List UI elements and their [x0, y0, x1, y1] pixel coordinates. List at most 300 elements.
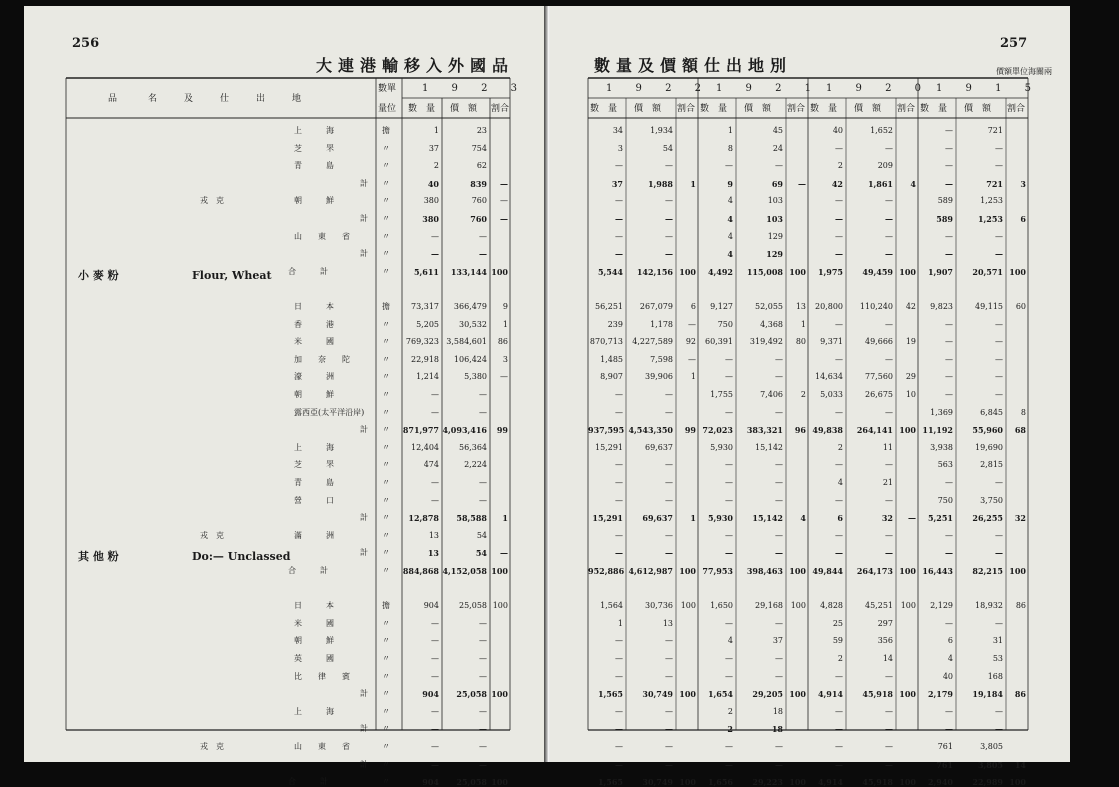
row-val: —	[775, 407, 783, 417]
row-val: —	[995, 478, 1003, 487]
row-unit: 〃	[382, 249, 390, 259]
row-label: 朝 鮮	[294, 390, 334, 399]
row-unit: 〃	[382, 478, 390, 487]
row-qty: 9,127	[710, 302, 733, 311]
row-val: —	[775, 618, 783, 628]
row-qty: —	[835, 249, 843, 260]
row-qty: 11,192	[922, 425, 953, 436]
row-pct: —	[500, 214, 508, 224]
row-qty: —	[431, 390, 439, 399]
row-val: 115,008	[746, 266, 783, 277]
row-label: 計	[360, 759, 368, 769]
row-qty: —	[945, 143, 953, 153]
row-val: 4,368	[760, 319, 783, 329]
row-qty: —	[431, 724, 439, 735]
row-qty: 49,844	[812, 566, 843, 576]
row-qty: —	[725, 372, 733, 382]
row-val: 129	[767, 231, 783, 241]
row-qty: —	[945, 249, 953, 260]
row-val: —	[885, 354, 893, 364]
row-qty: 563	[937, 460, 953, 470]
row-unit: 〃	[382, 337, 390, 347]
row-qty: 14,634	[815, 372, 843, 382]
row-unit: 〃	[382, 530, 390, 540]
row-qty: —	[945, 478, 953, 487]
row-unit: 擔	[382, 126, 390, 135]
row-unit: 〃	[382, 654, 390, 663]
row-val: —	[775, 478, 783, 487]
row-val: —	[885, 548, 893, 559]
row-val: 13	[662, 618, 673, 628]
row-pct: 100	[491, 566, 508, 576]
row-val: —	[995, 724, 1003, 735]
row-val: 15,142	[755, 442, 783, 452]
row-qty: 589	[937, 196, 953, 206]
row-unit: 〃	[382, 742, 390, 751]
row-qty: 15,291	[592, 513, 623, 524]
row-val: —	[995, 372, 1003, 382]
row-qty: —	[835, 196, 843, 206]
row-pct: 100	[790, 601, 806, 611]
row-val: 168	[987, 671, 1003, 681]
row-val: 383,321	[746, 425, 783, 436]
row-subgroup: 戎 克	[200, 196, 224, 206]
row-qty: —	[945, 724, 953, 735]
row-qty: 474	[423, 460, 439, 470]
row-qty: 1	[727, 126, 733, 135]
row-qty: 5,251	[927, 513, 953, 524]
row-unit: 〃	[382, 319, 390, 329]
row-val: 25,058	[456, 777, 487, 787]
row-unit: 〃	[382, 442, 390, 452]
row-label: 芝 罘	[294, 460, 334, 470]
row-val: 142,156	[636, 266, 673, 277]
header-pct: 割合	[897, 104, 916, 114]
row-val: —	[479, 249, 487, 260]
row-qty: —	[835, 706, 843, 716]
row-qty: 904	[423, 601, 439, 611]
row-qty: 15,291	[595, 442, 623, 452]
row-val: 2,815	[980, 460, 1003, 470]
row-val: 54	[475, 548, 487, 559]
page-number-left: 256	[72, 36, 100, 51]
row-qty: —	[725, 495, 733, 505]
row-label: 米 國	[294, 618, 334, 628]
row-val: —	[775, 530, 783, 540]
row-qty: 22,918	[411, 354, 439, 364]
row-label: 計	[360, 724, 368, 734]
row-unit: 〃	[382, 196, 390, 206]
row-pct: —	[500, 196, 508, 206]
row-pct: 9	[502, 302, 508, 311]
row-val: 69,637	[645, 442, 673, 452]
row-val: —	[885, 319, 893, 329]
row-val: —	[995, 161, 1003, 171]
row-qty: —	[725, 742, 733, 751]
row-qty: —	[615, 161, 623, 171]
row-val: —	[885, 742, 893, 751]
header-year: 1 9 2 1	[716, 83, 821, 94]
row-label: 山 東 省	[294, 742, 350, 751]
row-qty: 4,914	[817, 689, 843, 700]
row-qty: —	[431, 742, 439, 751]
row-val: 69	[771, 178, 783, 189]
row-val: —	[479, 390, 487, 399]
row-val: —	[995, 706, 1003, 716]
row-pct: —	[500, 372, 508, 382]
row-pct: 86	[1014, 689, 1026, 700]
row-val: 30,749	[642, 689, 673, 700]
row-val: —	[665, 478, 673, 487]
row-unit: 〃	[382, 231, 390, 241]
header-year: 1 9 1 5	[936, 83, 1041, 94]
row-val: 20,571	[972, 266, 1003, 277]
row-val: 45,918	[862, 777, 893, 787]
row-val: —	[775, 372, 783, 382]
row-qty: —	[945, 372, 953, 382]
row-val: 49,115	[975, 302, 1003, 311]
header-qty: 數 量	[408, 104, 436, 114]
row-qty: 2,129	[930, 601, 953, 611]
row-qty: 3,938	[930, 442, 953, 452]
row-val: —	[885, 231, 893, 241]
row-pct: —	[688, 319, 696, 329]
row-qty: 9,823	[930, 302, 953, 311]
row-val: 15,142	[752, 513, 783, 524]
row-val: 53	[992, 654, 1003, 663]
header-val: 價 額	[634, 104, 662, 114]
row-qty: —	[615, 759, 623, 770]
row-qty: 37	[611, 178, 623, 189]
row-val: 4,152,058	[442, 566, 487, 576]
row-pct: 100	[1009, 566, 1026, 576]
row-val: 366,479	[453, 302, 487, 311]
row-unit: 〃	[382, 161, 390, 171]
row-qty: —	[945, 161, 953, 171]
header-qty: 數 量	[590, 104, 618, 114]
row-qty: 4	[727, 636, 733, 646]
row-val: —	[775, 548, 783, 559]
header-val: 價 額	[450, 104, 478, 114]
row-val: —	[885, 530, 893, 540]
row-unit: 擔	[382, 601, 390, 611]
row-pct: 100	[491, 266, 508, 277]
row-qty: 2	[837, 442, 843, 452]
row-qty: —	[945, 178, 953, 189]
row-val: 69,637	[642, 513, 673, 524]
row-val: —	[885, 407, 893, 417]
row-val: 18,932	[975, 601, 1003, 611]
row-pct: 100	[789, 566, 806, 576]
header-qty: 數 量	[700, 104, 728, 114]
row-val: —	[995, 143, 1003, 153]
row-pct: 4	[910, 178, 916, 189]
row-val: —	[665, 759, 673, 770]
row-qty: 42	[831, 178, 843, 189]
row-val: —	[665, 161, 673, 171]
row-val: 19,184	[972, 689, 1003, 700]
row-val: 21	[882, 478, 893, 487]
row-qty: —	[725, 460, 733, 470]
header-unit-top: 數單	[378, 84, 397, 94]
row-val: 45	[772, 126, 783, 135]
row-qty: —	[615, 724, 623, 735]
row-val: 49,666	[865, 337, 893, 347]
row-val: —	[665, 460, 673, 470]
row-val: 760	[470, 214, 487, 224]
row-qty: 1,214	[416, 372, 439, 382]
row-qty: —	[431, 495, 439, 505]
row-val: 56,364	[459, 442, 487, 452]
row-val: —	[885, 196, 893, 206]
row-val: —	[885, 724, 893, 735]
row-val: 30,532	[459, 319, 487, 329]
row-unit: 〃	[382, 495, 390, 505]
row-qty: —	[615, 460, 623, 470]
row-val: 30,749	[642, 777, 673, 787]
row-qty: —	[615, 530, 623, 540]
row-label: 青 島	[294, 478, 334, 487]
row-qty: —	[835, 407, 843, 417]
row-qty: —	[835, 671, 843, 681]
row-qty: 13	[428, 530, 439, 540]
row-qty: 1,907	[927, 266, 953, 277]
category-jp: 其 他 粉	[78, 550, 119, 564]
row-val: —	[479, 231, 487, 241]
row-val: —	[665, 654, 673, 663]
row-pct: —	[908, 513, 916, 524]
row-val: 209	[877, 161, 893, 171]
row-qty: —	[835, 495, 843, 505]
row-pct: 42	[905, 302, 916, 311]
row-val: —	[665, 214, 673, 224]
row-val: 754	[471, 143, 487, 153]
row-qty: 761	[937, 742, 953, 751]
row-qty: 73,317	[411, 302, 439, 311]
row-qty: 750	[937, 495, 953, 505]
row-val: —	[995, 354, 1003, 364]
row-qty: 2	[727, 724, 733, 735]
row-val: —	[479, 759, 487, 770]
row-qty: 1,975	[817, 266, 843, 277]
row-val: —	[995, 319, 1003, 329]
row-qty: 4,914	[817, 777, 843, 787]
row-qty: 59	[832, 636, 843, 646]
row-val: 133,144	[450, 266, 487, 277]
row-val: —	[995, 530, 1003, 540]
row-val: 356	[877, 636, 893, 646]
row-pct: 3	[502, 354, 508, 364]
row-label: 比 律 賓	[294, 671, 350, 681]
row-qty: 1,656	[707, 777, 733, 787]
row-label: 日 本	[294, 302, 334, 311]
row-val: 30,736	[645, 601, 673, 611]
row-qty: —	[615, 231, 623, 241]
row-unit: 〃	[382, 460, 390, 470]
row-val: 1,253	[977, 214, 1003, 224]
row-pct: 100	[491, 777, 508, 787]
row-pct: 13	[795, 302, 806, 311]
category-en: Flour, Wheat	[192, 268, 272, 282]
row-val: 29,205	[752, 689, 783, 700]
row-qty: —	[431, 759, 439, 770]
row-pct: 8	[1020, 407, 1026, 417]
header-item-char: 仕	[220, 94, 230, 104]
row-unit: 〃	[382, 143, 390, 153]
row-val: 55,960	[972, 425, 1003, 436]
row-qty: 2,179	[927, 689, 953, 700]
row-qty: 871,977	[402, 425, 439, 436]
row-pct: 3	[1020, 178, 1026, 189]
row-qty: —	[615, 478, 623, 487]
row-val: —	[479, 495, 487, 505]
row-qty: —	[945, 706, 953, 716]
row-qty: —	[835, 759, 843, 770]
row-val: 2,224	[464, 460, 487, 470]
row-val: 1,178	[650, 319, 673, 329]
row-qty: 380	[422, 214, 439, 224]
row-val: 721	[987, 126, 1003, 135]
row-qty: —	[945, 126, 953, 135]
row-unit: 〃	[382, 706, 390, 716]
row-qty: —	[725, 161, 733, 171]
row-pct: 4	[800, 513, 806, 524]
row-qty: —	[725, 530, 733, 540]
row-qty: —	[945, 530, 953, 540]
row-val: —	[995, 231, 1003, 241]
row-val: 22,989	[972, 777, 1003, 787]
row-qty: 8	[727, 143, 733, 153]
row-qty: 5,930	[707, 513, 733, 524]
row-pct: —	[500, 548, 508, 559]
row-label: 合 計	[288, 266, 328, 276]
header-year: 1 9 2 2	[606, 83, 711, 94]
row-pct: 100	[900, 601, 916, 611]
row-unit: 〃	[382, 425, 390, 435]
row-qty: —	[835, 548, 843, 559]
row-val: 6,845	[980, 407, 1003, 417]
row-qty: 4	[727, 249, 733, 260]
row-val: —	[479, 671, 487, 681]
row-qty: 870,713	[589, 337, 623, 347]
header-item-char: 地	[292, 94, 302, 104]
table-left	[24, 78, 546, 787]
row-pct: 10	[905, 390, 916, 399]
row-val: 37	[772, 636, 783, 646]
row-pct: 100	[679, 266, 696, 277]
row-qty: —	[835, 530, 843, 540]
header-val: 價 額	[964, 104, 992, 114]
row-qty: —	[835, 354, 843, 364]
row-label: 計	[360, 548, 368, 558]
row-val: —	[665, 196, 673, 206]
row-qty: 1,755	[710, 390, 733, 399]
row-qty: 12,404	[411, 442, 439, 452]
row-label: 日 本	[294, 601, 334, 611]
row-val: 14	[882, 654, 893, 663]
row-unit: 〃	[382, 689, 390, 699]
row-val: —	[665, 249, 673, 260]
row-qty: —	[615, 636, 623, 646]
row-qty: —	[615, 548, 623, 559]
row-qty: 4	[837, 478, 843, 487]
row-pct: 1	[502, 319, 508, 329]
row-val: 3,805	[977, 759, 1003, 770]
row-val: —	[995, 249, 1003, 260]
row-val: 103	[766, 214, 783, 224]
row-qty: 1,654	[707, 689, 733, 700]
row-val: —	[479, 742, 487, 751]
row-qty: 904	[422, 777, 439, 787]
row-val: —	[995, 618, 1003, 628]
row-pct: 14	[1014, 759, 1026, 770]
row-val: 18	[772, 706, 783, 716]
row-val: —	[885, 495, 893, 505]
row-unit: 〃	[382, 777, 390, 787]
row-val: 1,253	[980, 196, 1003, 206]
page-title-left: 大連港輸移入外國品	[316, 56, 515, 75]
row-val: —	[995, 548, 1003, 559]
row-qty: 77,953	[702, 566, 733, 576]
row-qty: 12,878	[408, 513, 439, 524]
row-val: —	[885, 671, 893, 681]
row-unit: 〃	[382, 372, 390, 382]
row-val: 7,406	[760, 390, 783, 399]
row-val: 267,079	[639, 302, 673, 311]
row-qty: —	[945, 319, 953, 329]
row-unit: 〃	[382, 671, 390, 681]
row-val: —	[995, 390, 1003, 399]
row-qty: —	[945, 337, 953, 347]
row-qty: 1,369	[930, 407, 953, 417]
row-label: 計	[360, 513, 368, 523]
row-label: 上 海	[294, 442, 334, 452]
row-val: 103	[767, 196, 783, 206]
row-pct: 29	[905, 372, 916, 382]
row-qty: 1	[617, 618, 623, 628]
row-val: 1,652	[870, 126, 893, 135]
row-val: 1,861	[867, 178, 893, 189]
row-val: 4,093,416	[442, 425, 487, 436]
row-qty: 2,940	[927, 777, 953, 787]
row-unit: 〃	[382, 566, 390, 575]
row-unit: 〃	[382, 214, 390, 223]
row-label: 山 東 省	[294, 231, 350, 241]
row-pct: —	[798, 178, 806, 189]
row-label: 合 計	[288, 566, 328, 575]
row-qty: —	[945, 354, 953, 364]
row-val: 54	[662, 143, 673, 153]
row-pct: —	[500, 178, 508, 189]
row-val: —	[665, 724, 673, 735]
row-val: 26,255	[972, 513, 1003, 524]
row-label: 計	[360, 689, 368, 699]
row-qty: 5,033	[820, 390, 843, 399]
row-val: —	[665, 636, 673, 646]
header-year: 1 9 2 3	[422, 83, 527, 94]
row-qty: —	[725, 618, 733, 628]
row-qty: —	[615, 214, 623, 224]
category-en: Do:— Unclassed	[192, 550, 291, 564]
row-qty: 56,251	[595, 302, 623, 311]
row-qty: —	[431, 407, 439, 417]
row-qty: 5,544	[597, 266, 623, 277]
row-qty: —	[835, 143, 843, 153]
row-val: 721	[986, 178, 1003, 189]
row-pct: 99	[496, 425, 508, 436]
row-qty: —	[945, 231, 953, 241]
row-label: 香 港	[294, 319, 334, 329]
